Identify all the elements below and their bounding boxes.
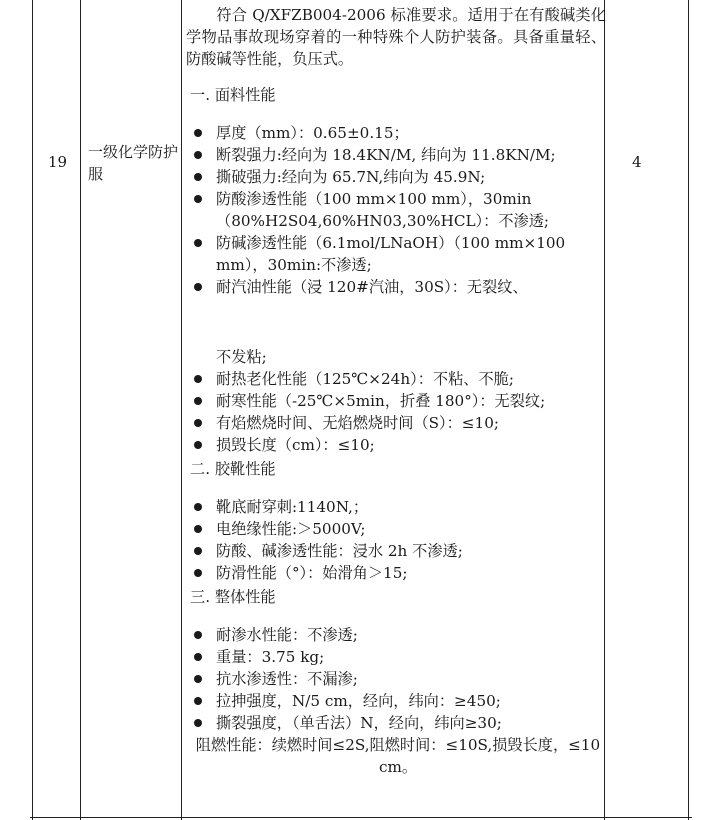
list-item: 耐寒性能（-25℃×5min，折叠 180°）：无裂纹;: [186, 390, 606, 412]
fabric-spec-list: [186, 122, 606, 298]
bullet-icon: [194, 419, 202, 427]
bullet-icon: [194, 719, 202, 727]
bullet-icon: [194, 151, 202, 159]
bullet-icon: [194, 631, 202, 639]
overall-spec-list: [186, 624, 606, 734]
table-bottom-rule: [30, 817, 692, 818]
bullet-icon: [194, 653, 202, 661]
bullet-icon: [194, 129, 202, 137]
list-item: 厚度（mm）：0.65±0.15；: [186, 122, 606, 144]
list-item: 电绝缘性能:＞5000V;: [186, 518, 606, 540]
bullet-icon: [194, 675, 202, 683]
flame-retardant-spec: 阻燃性能：续燃时间≤2S,阻燃时间：≤10S,损毁长度，≤10 cm。: [195, 736, 601, 776]
bullet-icon: [194, 283, 202, 291]
list-item: 重量：3.75 kg;: [186, 646, 606, 668]
bullet-icon: [194, 239, 202, 247]
bullet-icon: [194, 173, 202, 181]
list-item: 耐渗水性能：不渗透;: [186, 624, 606, 646]
list-item: 防碱渗透性能（6.1mol/LNaOH）（100 mm×100 mm），30min:不渗透;: [186, 232, 606, 276]
bullet-icon: [194, 441, 202, 449]
list-item: 断裂强力:经向为 18.4KN/M, 纬向为 11.8KN/M;: [186, 144, 606, 166]
fabric-spec-list-cont: [186, 368, 606, 456]
bullet-icon: [194, 697, 202, 705]
row-number: 19: [48, 153, 68, 171]
intro-paragraph: 符合 Q/XFZB004-2006 标准要求。适用于在有酸碱类化学物品事故现场穿着的一种特殊个人防护装备。具备重量轻、防酸碱等性能，负压式。: [186, 6, 606, 68]
bullet-icon: [194, 525, 202, 533]
bullet-icon: [194, 397, 202, 405]
product-name: 一级化学防护服: [88, 143, 179, 183]
list-item: 有焰燃烧时间、无焰燃烧时间（S）：≤10;: [186, 412, 606, 434]
list-item: 拉抻强度，N/5 cm，经向，纬向：≥450;: [186, 690, 606, 712]
table-divider-2: [181, 0, 182, 820]
table-divider-1: [80, 0, 81, 820]
list-item: 靴底耐穿刺:1140N,；: [186, 496, 606, 518]
list-item: 抗水渗透性：不漏渗;: [186, 668, 606, 690]
section-title-overall: 三. 整体性能: [190, 588, 276, 606]
boots-spec-list: [186, 496, 606, 584]
list-item: 撕裂强度，（单舌法）N，经向，纬向≥30;: [186, 712, 606, 734]
table-border-left: [32, 0, 33, 820]
bullet-icon: [194, 375, 202, 383]
list-item: 耐热老化性能（125℃×24h）：不粘、不脆;: [186, 368, 606, 390]
spec-content: [186, 4, 606, 778]
table-border-right: [688, 0, 689, 820]
bullet-icon: [194, 547, 202, 555]
section-title-fabric: 一. 面料性能: [190, 86, 276, 104]
quantity: 4: [632, 153, 642, 171]
bullet-icon: [194, 195, 202, 203]
list-item: 防酸渗透性能（100 mm×100 mm），30min（80%H2S04,60%HN03,30%HCL）：不渗透;: [186, 188, 606, 232]
list-item: 防酸、碱渗透性能：浸水 2h 不渗透;: [186, 540, 606, 562]
list-item: 损毁长度（cm）：≤10;: [186, 434, 606, 456]
section-title-boots: 二. 胶靴性能: [190, 460, 276, 478]
bullet-icon: [194, 569, 202, 577]
list-item: 防滑性能（°）：始滑角＞15;: [186, 562, 606, 584]
continuation-text: 不发粘;: [216, 348, 267, 366]
bullet-icon: [194, 503, 202, 511]
page-gap: [186, 298, 606, 346]
list-item: 耐汽油性能（浸 120#汽油，30S）：无裂纹、: [186, 276, 606, 298]
list-item: 撕破强力:经向为 65.7N,纬向为 45.9N;: [186, 166, 606, 188]
